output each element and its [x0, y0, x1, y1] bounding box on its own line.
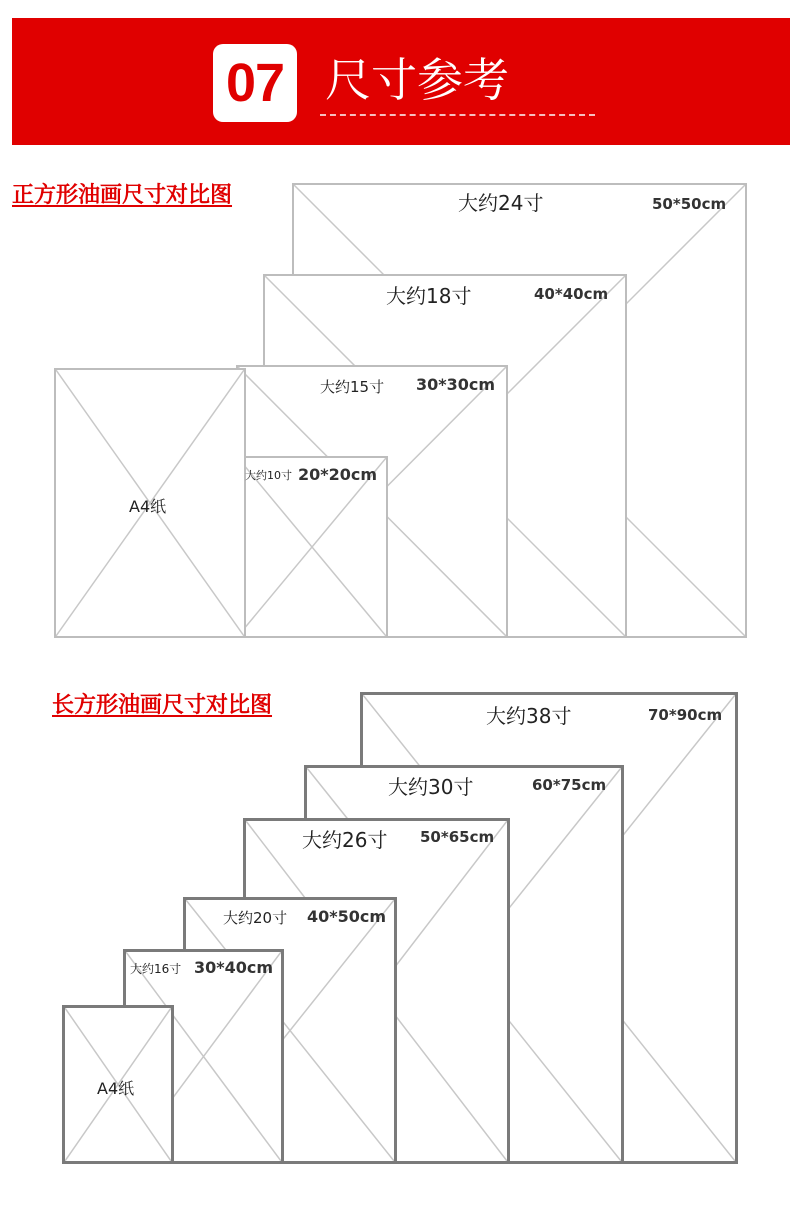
dimension-label-70x90: 70*90cm — [648, 706, 723, 724]
dimension-label-30x30: 30*30cm — [416, 375, 496, 394]
size-label-18: 大约18寸 — [386, 284, 472, 308]
frame-diagonals — [238, 458, 386, 636]
dimension-label-40x50: 40*50cm — [307, 907, 387, 926]
dimension-label-50x65: 50*65cm — [420, 828, 495, 846]
page-title: 尺寸参考 — [325, 53, 509, 107]
dimension-label-20x20: 20*20cm — [298, 465, 378, 484]
a4-label: A4纸 — [129, 497, 167, 516]
size-label-20: 大约20寸 — [223, 909, 288, 927]
size-label-15: 大约15寸 — [320, 378, 385, 396]
title-underline — [320, 114, 595, 116]
section-number-badge: 07 — [213, 44, 297, 122]
a4-label: A4纸 — [97, 1079, 135, 1098]
rect-section-title: 长方形油画尺寸对比图 — [52, 693, 273, 718]
size-label-38: 大约38寸 — [486, 704, 572, 728]
size-label-26: 大约26寸 — [302, 828, 388, 852]
size-label-10: 大约10寸 — [245, 469, 292, 482]
dimension-label-50x50: 50*50cm — [652, 195, 727, 213]
size-label-16: 大约16寸 — [130, 962, 182, 976]
dimension-label-60x75: 60*75cm — [532, 776, 607, 794]
dimension-label-30x40: 30*40cm — [194, 958, 274, 977]
size-label-30: 大约30寸 — [388, 775, 474, 799]
dimension-label-40x40: 40*40cm — [534, 285, 609, 303]
square-section-title: 正方形油画尺寸对比图 — [12, 183, 233, 208]
size-label-24: 大约24寸 — [458, 191, 544, 215]
